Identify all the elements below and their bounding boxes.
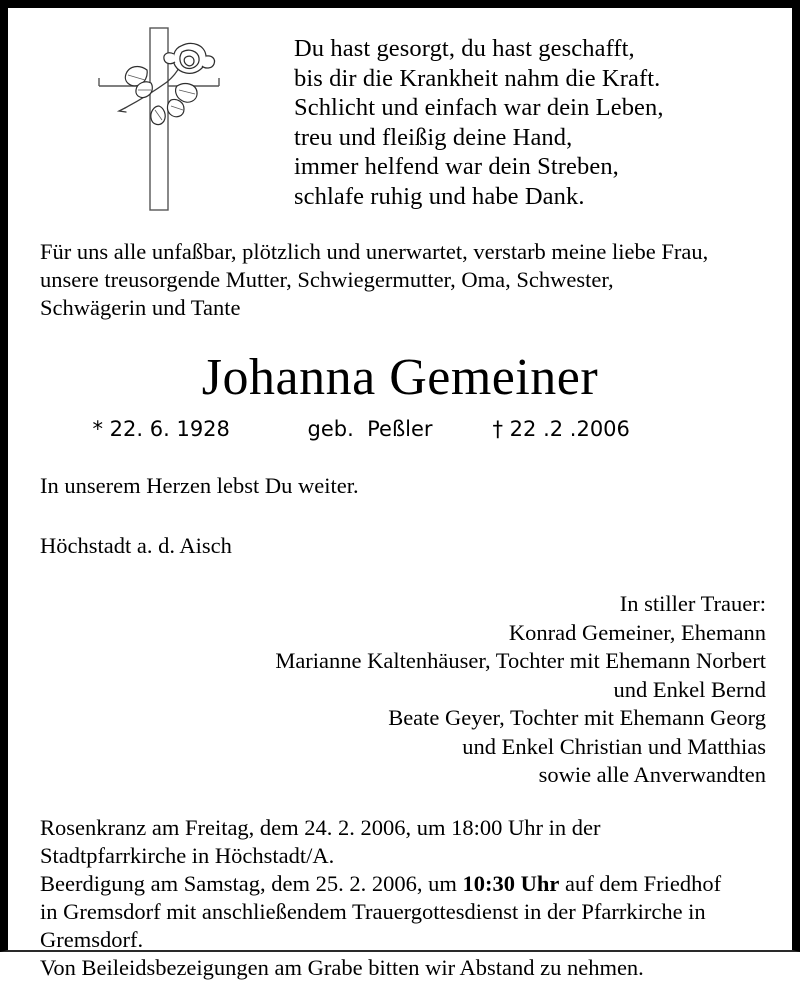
verse-line: schlafe ruhig und habe Dank. xyxy=(294,182,585,210)
burial-line: Gremsdorf. xyxy=(40,926,144,952)
verse-line: Du hast gesorgt, du hast geschafft, xyxy=(294,35,635,62)
mourner-line: sowie alle Anverwandten xyxy=(538,762,766,787)
verse-line: Schlicht und einfach war dein Leben, xyxy=(294,94,664,121)
place-name: Höchstadt a. d. Aisch xyxy=(40,533,232,558)
life-dates xyxy=(26,416,774,442)
burial-text-after: auf dem Friedhof xyxy=(559,870,722,896)
maiden-name: geb. Peßler xyxy=(307,417,433,441)
birth-date: * 22. 6. 1928 xyxy=(92,417,230,441)
cross-with-rose-emblem xyxy=(26,16,294,220)
verse-block xyxy=(294,16,774,211)
memorial-text: In unserem Herzen lebst Du weiter. xyxy=(40,473,359,498)
rosary-line: Stadtpfarrkirche in Höchstadt/A. xyxy=(40,842,335,868)
mourner-line: Konrad Gemeiner, Ehemann xyxy=(508,619,766,645)
service-details xyxy=(26,814,774,982)
intro-line: unsere treusorgende Mutter, Schwiegermutter, Oma, Schwester, xyxy=(40,267,614,292)
burial-line: in Gremsdorf mit anschließendem Trauergottesdienst in der Pfarrkirche in xyxy=(40,898,706,924)
burial-text-before: Beerdigung am Samstag, dem 25. 2. 2006, um xyxy=(40,870,463,896)
mourner-line: und Enkel Bernd xyxy=(613,676,766,702)
mourner-line: Marianne Kaltenhäuser, Tochter mit Ehemann Norbert xyxy=(275,648,766,673)
mourner-line: und Enkel Christian und Matthias xyxy=(462,733,766,759)
verse-line: bis dir die Krankheit nahm die Kraft. xyxy=(294,64,661,92)
cross-with-rose-icon xyxy=(85,20,235,220)
mourners-heading: In stiller Trauer: xyxy=(619,591,766,616)
verse-line: immer helfend war dein Streben, xyxy=(294,153,619,180)
intro-line: Schwägerin und Tante xyxy=(40,295,241,320)
header-area xyxy=(26,8,774,220)
condolence-note: Von Beileidsbezeigungen am Grabe bitten wir Abstand zu nehmen. xyxy=(40,954,644,980)
death-date: † 22 .2 .2006 xyxy=(492,417,630,441)
deceased-name: Johanna Gemeiner xyxy=(201,349,599,406)
burial-time: 10:30 Uhr xyxy=(462,870,560,896)
mourner-line: Beate Geyer, Tochter mit Ehemann Georg xyxy=(388,705,766,730)
intro-line: Für uns alle unfaßbar, plötzlich und unerwartet, verstarb meine liebe Frau, xyxy=(40,239,709,264)
mourners-block xyxy=(26,590,774,790)
burial-line xyxy=(40,870,774,898)
verse-line: treu und fleißig deine Hand, xyxy=(294,123,573,151)
rosary-line: Rosenkranz am Freitag, dem 24. 2. 2006, um 18:00 Uhr in der xyxy=(40,814,601,840)
notice-inner xyxy=(8,8,792,980)
intro-paragraph xyxy=(26,238,774,322)
